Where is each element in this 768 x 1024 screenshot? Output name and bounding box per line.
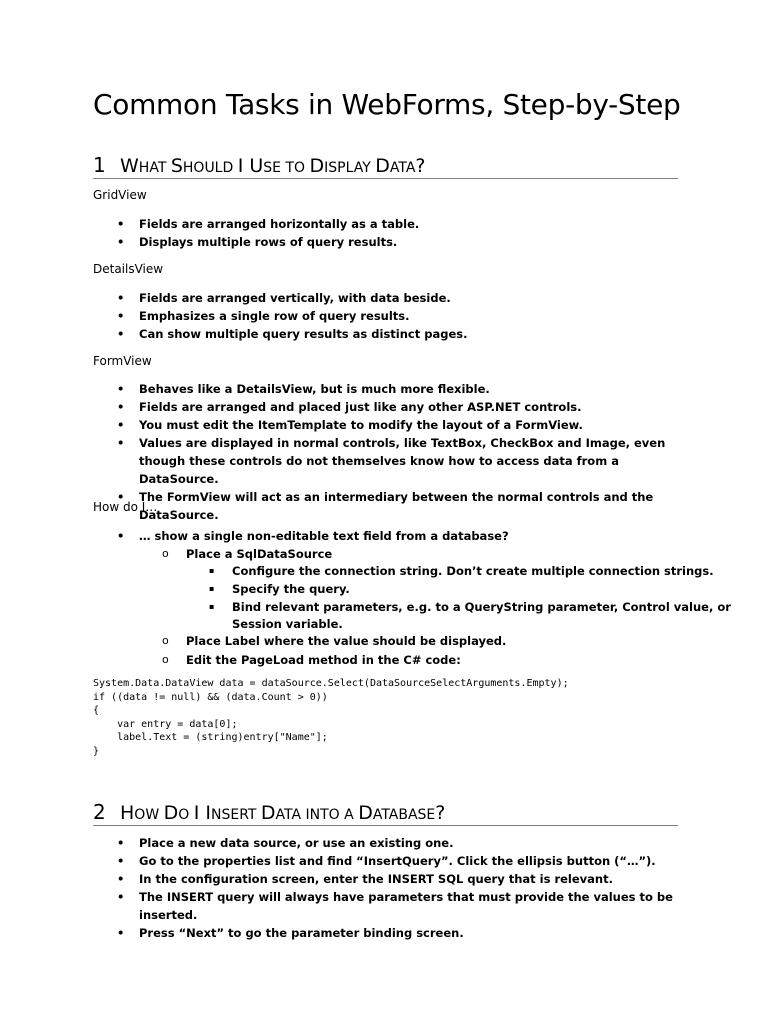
heading-fragment: HAT — [138, 160, 171, 176]
heading-fragment: S — [170, 155, 183, 177]
document-title: Common Tasks in WebForms, Step-by-Step — [93, 88, 681, 121]
list-item: • Can show multiple query results as distinct pages. — [139, 325, 699, 343]
circle-glyph: o — [162, 547, 169, 560]
howdoi-sub-1-item: Specify the query. — [232, 582, 350, 596]
section-1-number: 1 — [93, 153, 106, 177]
square-glyph: ▪ — [209, 602, 215, 611]
list-item: • The INSERT query will always have parameters that must provide the values to be inserted. — [139, 888, 719, 924]
heading-fragment: I U — [237, 155, 264, 177]
section-2-list — [139, 834, 719, 942]
list-item: • Displays multiple rows of query results. — [139, 233, 699, 251]
heading-fragment: D — [309, 155, 325, 177]
formview-list — [139, 380, 684, 524]
list-item: • Fields are arranged vertically, with data beside. — [139, 289, 699, 307]
section-1-heading — [93, 150, 678, 179]
heading-fragment: H — [120, 802, 135, 824]
list-item: • In the configuration screen, enter the INSERT SQL query that is relevant. — [139, 870, 719, 888]
list-item: • Go to the properties list and find “InsertQuery”. Click the ellipsis button (“…”). — [139, 852, 719, 870]
detailsview-label: DetailsView — [93, 262, 164, 276]
bullet-glyph: • — [117, 529, 125, 543]
howdoi-sub-1: Place a SqlDataSource — [186, 547, 333, 561]
heading-fragment: HOULD — [182, 160, 238, 176]
heading-fragment: NSERT — [210, 807, 261, 823]
heading-fragment: ATA INTO A — [275, 807, 359, 823]
heading-fragment: W — [120, 155, 139, 177]
gridview-list — [139, 215, 699, 251]
heading-fragment: D — [358, 802, 373, 824]
heading-fragment: ATABASE — [372, 807, 436, 823]
heading-fragment: OW — [134, 807, 164, 823]
list-item: • You must edit the ItemTemplate to modify the layout of a FormView. — [139, 416, 684, 434]
heading-fragment: ISPLAY — [324, 160, 376, 176]
howdoi-sub-2: Place Label where the value should be displayed. — [186, 634, 507, 648]
heading-fragment: D — [260, 802, 276, 824]
section-1-heading-text — [120, 150, 426, 178]
heading-fragment: ATA — [389, 160, 416, 176]
list-item: • Place a new data source, or use an existing one. — [139, 834, 719, 852]
square-glyph: ▪ — [209, 566, 215, 575]
howdoi-sub-1-item-continued: Session variable. — [232, 617, 343, 631]
gridview-label: GridView — [93, 188, 147, 202]
howdoi-label: How do I… — [93, 500, 158, 514]
detailsview-list — [139, 289, 699, 343]
list-item: • The FormView will act as an intermediary between the normal controls and the DataSource. — [139, 488, 684, 524]
list-item: • Press “Next” to go the parameter binding screen. — [139, 924, 719, 942]
heading-fragment: O — [178, 807, 194, 823]
howdoi-sub-1-item: Configure the connection string. Don’t create multiple connection strings. — [232, 564, 714, 578]
heading-fragment: D — [375, 155, 390, 177]
section-2-number: 2 — [93, 800, 106, 824]
square-glyph: ▪ — [209, 584, 215, 593]
heading-fragment: D — [163, 802, 179, 824]
list-item: • Values are displayed in normal controls, like TextBox, CheckBox and Image, even though these controls do not themselves know how to access data from a DataSource. — [139, 434, 684, 488]
heading-fragment: I I — [193, 802, 211, 824]
heading-fragment: SE TO — [263, 160, 310, 176]
list-item: • Fields are arranged and placed just like any other ASP.NET controls. — [139, 398, 684, 416]
section-2-heading-text — [120, 797, 445, 825]
heading-fragment: ? — [415, 155, 426, 177]
list-item: • Behaves like a DetailsView, but is much more flexible. — [139, 380, 684, 398]
code-block: System.Data.DataView data = dataSource.Select(DataSourceSelectArguments.Empty); if ((data != null) && (data.Count > 0)) { var entry = data[0]; label.Text = (string)entry["Name"]; } — [93, 678, 569, 757]
list-item: • Fields are arranged horizontally as a table. — [139, 215, 699, 233]
formview-label: FormView — [93, 354, 152, 368]
list-item: • Emphasizes a single row of query results. — [139, 307, 699, 325]
howdoi-sub-1-item: Bind relevant parameters, e.g. to a QueryString parameter, Control value, or — [232, 600, 731, 614]
howdoi-item: … show a single non-editable text field from a database? — [139, 529, 509, 543]
circle-glyph: o — [162, 653, 169, 666]
howdoi-sub-3: Edit the PageLoad method in the C# code: — [186, 653, 461, 667]
heading-fragment: ? — [435, 802, 446, 824]
section-2-heading — [93, 797, 678, 826]
circle-glyph: o — [162, 634, 169, 647]
